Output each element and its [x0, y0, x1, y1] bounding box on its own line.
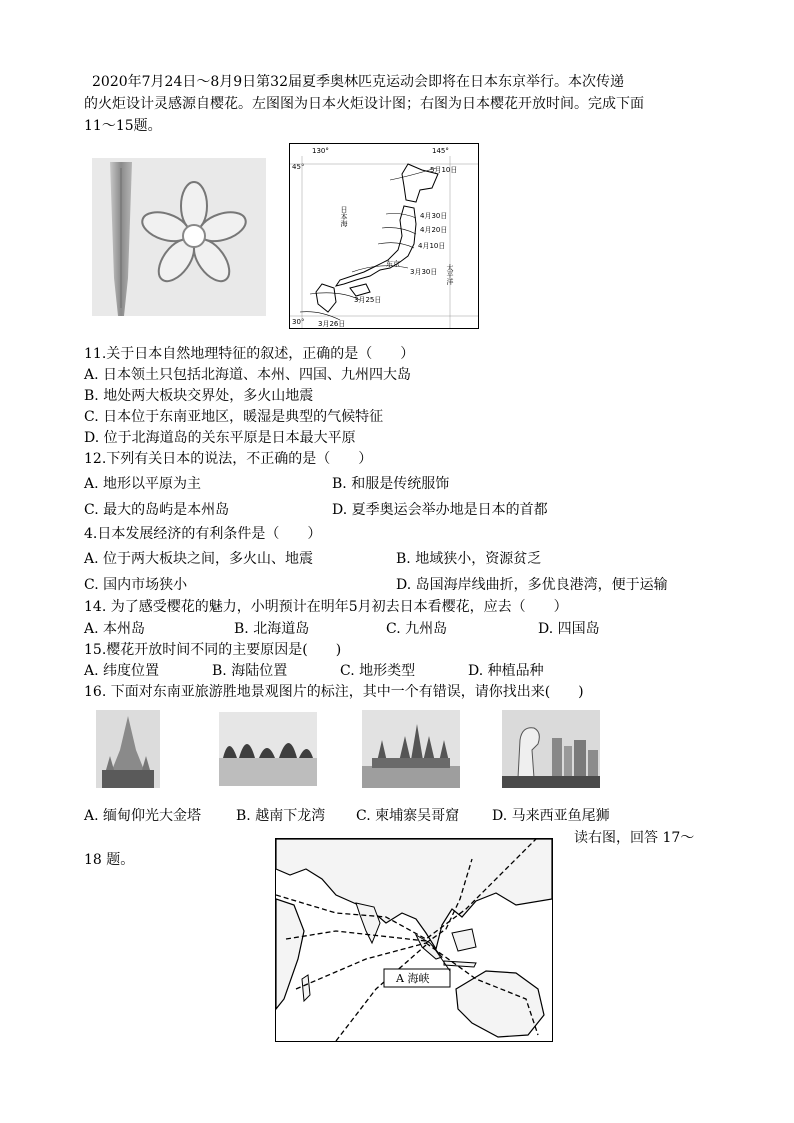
strait-label: A 海峡 [396, 972, 430, 985]
q14-stem: 14. 为了感受樱花的魅力，小明预计在明年5月初去日本看樱花，应去（ ） [84, 599, 568, 615]
japan-sakura-map [289, 143, 479, 329]
read-prompt-part2: 18 题。 [84, 852, 135, 868]
q16-stem: 16. 下面对东南亚旅游胜地景观图片的标注，其中一个有错误，请你找出来( ) [84, 684, 584, 700]
q11-option-a: A. 日本领土只包括北海道、本州、四国、九州四大岛 [84, 367, 412, 383]
intro-line-1: 2020年7月24日～8月9日第32届夏季奥林匹克运动会即将在日本东京举行。本次传递 [92, 74, 624, 90]
strait-route-map [275, 838, 553, 1042]
q12-option-d: D. 夏季奥运会举办地是日本的首都 [332, 502, 548, 518]
q14-option-c: C. 九州岛 [386, 621, 448, 637]
q15-option-c: C. 地形类型 [340, 663, 416, 679]
lat-30-label: 30° [292, 318, 305, 326]
q12-option-a: A. 地形以平原为主 [84, 476, 202, 492]
lon-145-label: 145° [432, 147, 449, 155]
q12-option-b: B. 和服是传统服饰 [332, 476, 450, 492]
q14-option-b: B. 北海道岛 [234, 621, 310, 637]
date-apr20: 4月20日 [420, 226, 448, 234]
q11-stem: 11.关于日本自然地理特征的叙述，正确的是（ ） [84, 346, 415, 362]
photo-halong-bay [219, 712, 317, 786]
q16-option-b: B. 越南下龙湾 [236, 808, 326, 824]
sea-of-japan-label: 日本海 [340, 206, 348, 227]
q14-option-d: D. 四国岛 [538, 621, 600, 637]
q16-option-d: D. 马来西亚鱼尾狮 [492, 808, 610, 824]
intro-line-2: 的火炬设计灵感源自樱花。左图图为日本火炬设计图；右图为日本樱花开放时间。完成下面 [84, 96, 644, 112]
q13-option-d: D. 岛国海岸线曲折，多优良港湾，便于运输 [396, 577, 668, 593]
intro-line-3: 11～15题。 [84, 118, 162, 134]
q11-option-d: D. 位于北海道岛的关东平原是日本最大平原 [84, 430, 356, 446]
q12-option-c: C. 最大的岛屿是本州岛 [84, 502, 230, 518]
lon-130-label: 130° [312, 147, 329, 155]
date-apr10: 4月10日 [418, 242, 446, 250]
q15-option-a: A. 纬度位置 [84, 663, 160, 679]
q14-option-a: A. 本州岛 [84, 621, 146, 637]
q13-stem: 4.日本发展经济的有利条件是（ ） [84, 526, 322, 542]
photo-angkor-wat [362, 710, 460, 788]
date-mar26: 3月26日 [318, 320, 346, 328]
q11-option-b: B. 地处两大板块交界处，多火山地震 [84, 388, 314, 404]
q16-option-a: A. 缅甸仰光大金塔 [84, 808, 202, 824]
date-mar30: 3月30日 [410, 268, 438, 276]
q13-option-c: C. 国内市场狭小 [84, 577, 188, 593]
torch-image [92, 158, 266, 316]
photo-golden-pagoda [96, 710, 160, 788]
date-may10: 5月10日 [430, 166, 458, 174]
q15-option-d: D. 种植品种 [468, 663, 544, 679]
q12-stem: 12.下列有关日本的说法，不正确的是（ ） [84, 451, 373, 467]
q15-stem: 15.樱花开放时间不同的主要原因是( ) [84, 642, 342, 658]
q13-option-a: A. 位于两大板块之间，多火山、地震 [84, 551, 314, 567]
q13-option-b: B. 地域狭小，资源贫乏 [396, 551, 542, 567]
read-prompt-part1: 读右图，回答 17～ [574, 830, 695, 846]
q11-option-c: C. 日本位于东南亚地区，暖湿是典型的气候特征 [84, 409, 384, 425]
pacific-label: 太平洋 [446, 264, 454, 285]
date-apr30: 4月30日 [420, 212, 448, 220]
tokyo-label: 东京 [386, 260, 400, 268]
photo-merlion [502, 710, 600, 788]
q16-option-c: C. 柬埔寨吴哥窟 [356, 808, 460, 824]
date-mar25: 3月25日 [354, 296, 382, 304]
lat-45-label: 45° [292, 163, 305, 171]
q15-option-b: B. 海陆位置 [212, 663, 288, 679]
